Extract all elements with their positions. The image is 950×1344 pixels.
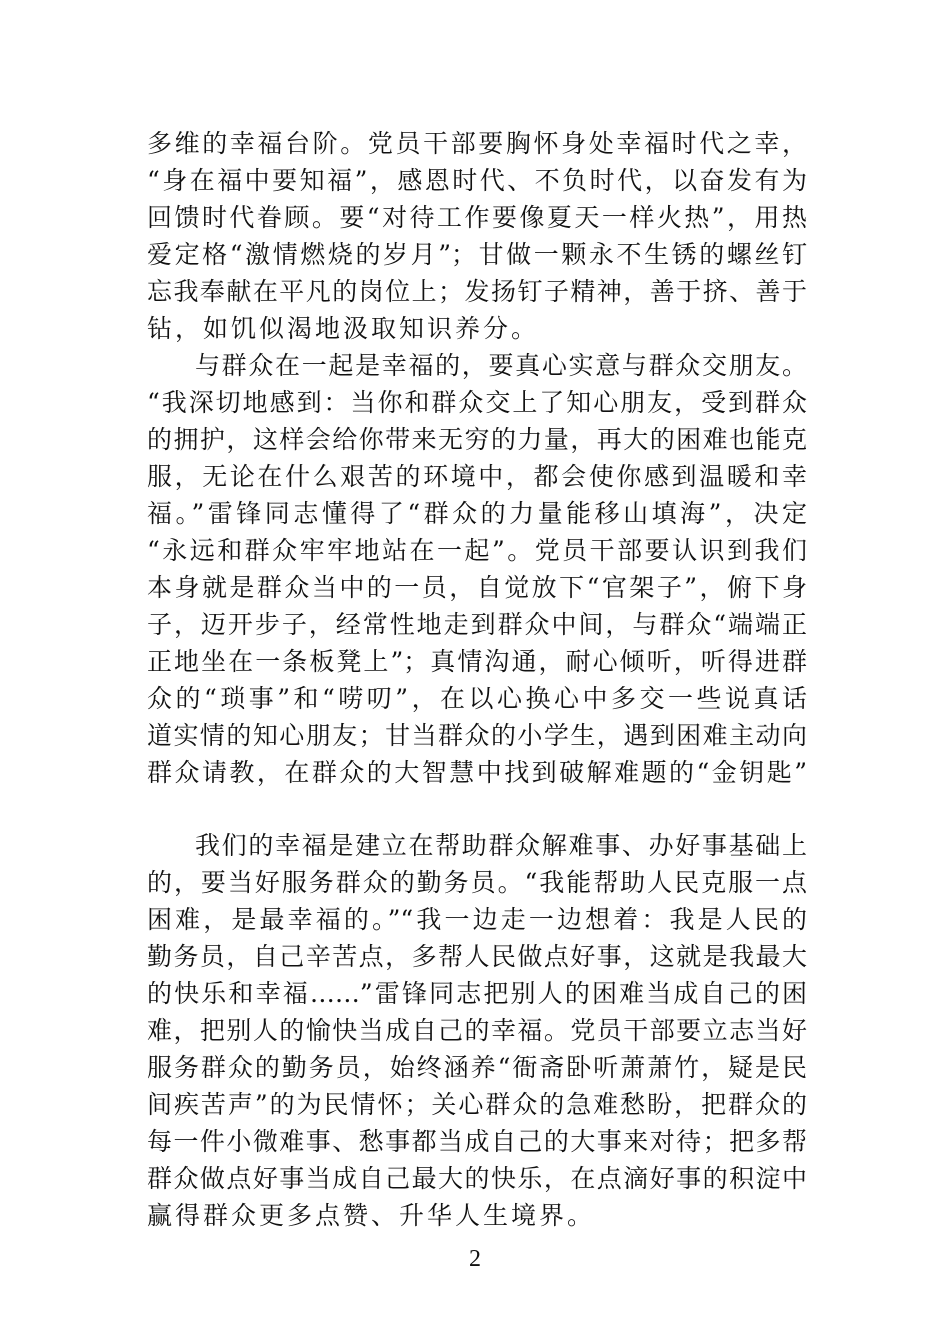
text-line: 难，把别人的愉快当成自己的幸福。党员干部要立志当好 (147, 1016, 807, 1045)
text-line: 服，无论在什么艰苦的环境中，都会使你感到温暖和幸 (147, 462, 807, 491)
text-line: 群众请教，在群众的大智慧中找到破解难题的“金钥匙” (147, 758, 807, 787)
text-line: 正地坐在一条板凳上”；真情沟通，耐心倾听，听得进群 (147, 647, 807, 676)
text-line: 众的“琐事”和“唠叨”，在以心换心中多交一些说真话 (147, 684, 807, 713)
text-line: 的拥护，这样会给你带来无穷的力量，再大的困难也能克 (147, 425, 807, 454)
text-line: 的快乐和幸福……”雷锋同志把别人的困难当成自己的困 (147, 979, 807, 1008)
text-line: 群众做点好事当成自己最大的快乐，在点滴好事的积淀中 (147, 1164, 807, 1193)
text-line: 间疾苦声”的为民情怀；关心群众的急难愁盼，把群众的 (147, 1090, 807, 1119)
text-line: 钻，如饥似渴地汲取知识养分。 (147, 314, 540, 343)
text-line: 赢得群众更多点赞、升华人生境界。 (147, 1201, 596, 1230)
text-line: 困难，是最幸福的。”“我一边走一边想着：我是人民的 (147, 905, 807, 934)
text-line: 与群众在一起是幸福的，要真心实意与群众交朋友。 (195, 351, 807, 380)
text-line: 福。”雷锋同志懂得了“群众的力量能移山填海”，决定 (147, 499, 807, 528)
text-line: 本身就是群众当中的一员，自觉放下“官架子”，俯下身 (147, 573, 807, 602)
text-line: 的，要当好服务群众的勤务员。“我能帮助人民克服一点 (147, 868, 807, 897)
text-line: 回馈时代眷顾。要“对待工作要像夏天一样火热”，用热 (147, 203, 807, 232)
text-line: 每一件小微难事、愁事都当成自己的大事来对待；把多帮 (147, 1127, 807, 1156)
text-line: 多维的幸福台阶。党员干部要胸怀身处幸福时代之幸， (147, 129, 807, 158)
text-line: “永远和群众牢牢地站在一起”。党员干部要认识到我们 (147, 536, 807, 565)
text-line: 服务群众的勤务员，始终涵养“衙斋卧听萧萧竹，疑是民 (147, 1053, 807, 1082)
text-line: 忘我奉献在平凡的岗位上；发扬钉子精神，善于挤、善于 (147, 277, 807, 306)
text-line: 我们的幸福是建立在帮助群众解难事、办好事基础上 (195, 831, 807, 860)
page-number: 2 (469, 1246, 481, 1272)
text-line: “我深切地感到：当你和群众交上了知心朋友，受到群众 (147, 388, 807, 417)
text-line: 爱定格“激情燃烧的岁月”；甘做一颗永不生锈的螺丝钉 (147, 240, 807, 269)
text-line: 勤务员，自己辛苦点，多帮人民做点好事，这就是我最大 (147, 942, 807, 971)
text-line: 子，迈开步子，经常性地走到群众中间，与群众“端端正 (147, 610, 807, 639)
text-line: “身在福中要知福”，感恩时代、不负时代，以奋发有为 (147, 166, 807, 195)
text-line: 道实情的知心朋友；甘当群众的小学生，遇到困难主动向 (147, 721, 807, 750)
